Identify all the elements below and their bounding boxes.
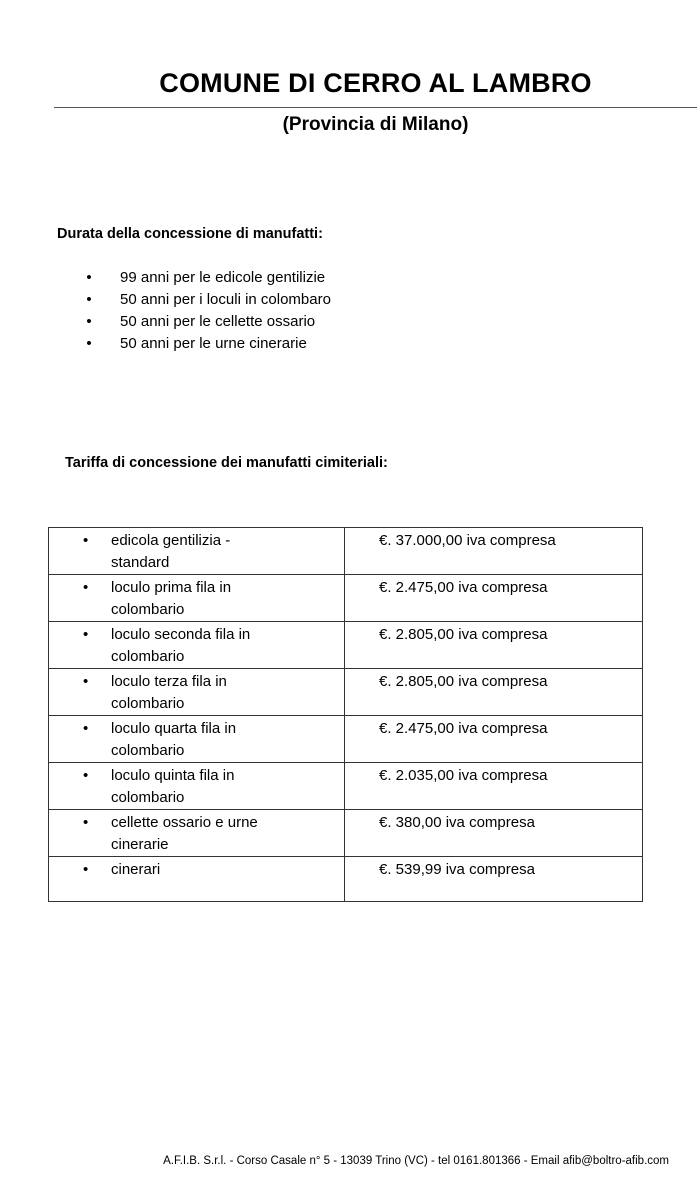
bullet-icon: • [83,532,89,549]
bullet-icon: • [83,767,89,784]
table-row [49,528,643,575]
tariffa-heading: Tariffa di concessione dei manufatti cimiteriali: [65,455,388,471]
list-item-text: 50 anni per le cellette ossario [120,313,316,330]
title-divider [54,107,697,108]
price-cell [345,716,643,763]
item-text: loculo prima fila in colombario [111,579,232,618]
list-item-text: 99 anni per le edicole gentilizie [120,269,326,286]
item-cell [49,528,345,575]
item-text: cellette ossario e urne cinerarie [111,814,258,853]
price-cell [345,857,643,902]
price-cell [345,528,643,575]
table-row [49,857,643,902]
item-text: edicola gentilizia - standard [111,532,231,571]
price-text: €. 2.475,00 iva compresa [379,579,548,596]
table-row [49,810,643,857]
item-cell [49,810,345,857]
table-row [49,763,643,810]
list-item-text: 50 anni per le urne cinerarie [120,335,307,352]
bullet-icon: • [86,291,92,308]
table-row [49,622,643,669]
price-text: €. 2.475,00 iva compresa [379,720,548,737]
bullet-icon: • [83,579,89,596]
bullet-icon: • [83,626,89,643]
price-text: €. 380,00 iva compresa [379,814,535,831]
table-row [49,669,643,716]
table-row [49,575,643,622]
item-cell [49,857,345,902]
list-item-text: 50 anni per i loculi in colombaro [120,291,331,308]
bullet-icon: • [86,269,92,286]
bullet-icon: • [86,313,92,330]
item-cell [49,669,345,716]
price-cell [345,669,643,716]
item-text: loculo seconda fila in colombario [111,626,251,665]
page-subtitle: (Provincia di Milano) [282,114,469,135]
bullet-icon: • [83,814,89,831]
durata-heading: Durata della concessione di manufatti: [57,226,323,242]
price-text: €. 2.805,00 iva compresa [379,673,548,690]
price-cell [345,763,643,810]
bullet-icon: • [83,673,89,690]
page-footer: A.F.I.B. S.r.l. - Corso Casale n° 5 - 13039 Trino (VC) - tel 0161.801366 - Email afib@boltro-afib.com [163,1155,669,1167]
bullet-icon: • [83,720,89,737]
tariff-table [48,527,643,902]
bullet-icon: • [83,861,89,878]
bullet-icon: • [86,335,92,352]
item-cell [49,622,345,669]
price-cell [345,575,643,622]
item-cell [49,575,345,622]
price-text: €. 539,99 iva compresa [379,861,535,878]
item-text: loculo quinta fila in colombario [111,767,235,806]
price-cell [345,810,643,857]
item-text: loculo terza fila in colombario [111,673,227,712]
price-text: €. 2.035,00 iva compresa [379,767,548,784]
item-text: cinerari [111,861,161,878]
item-cell [49,763,345,810]
table-row [49,716,643,763]
page-title: COMUNE DI CERRO AL LAMBRO [159,68,592,98]
price-cell [345,622,643,669]
item-text: loculo quarta fila in colombario [111,720,237,759]
item-cell [49,716,345,763]
price-text: €. 37.000,00 iva compresa [379,532,556,549]
price-text: €. 2.805,00 iva compresa [379,626,548,643]
